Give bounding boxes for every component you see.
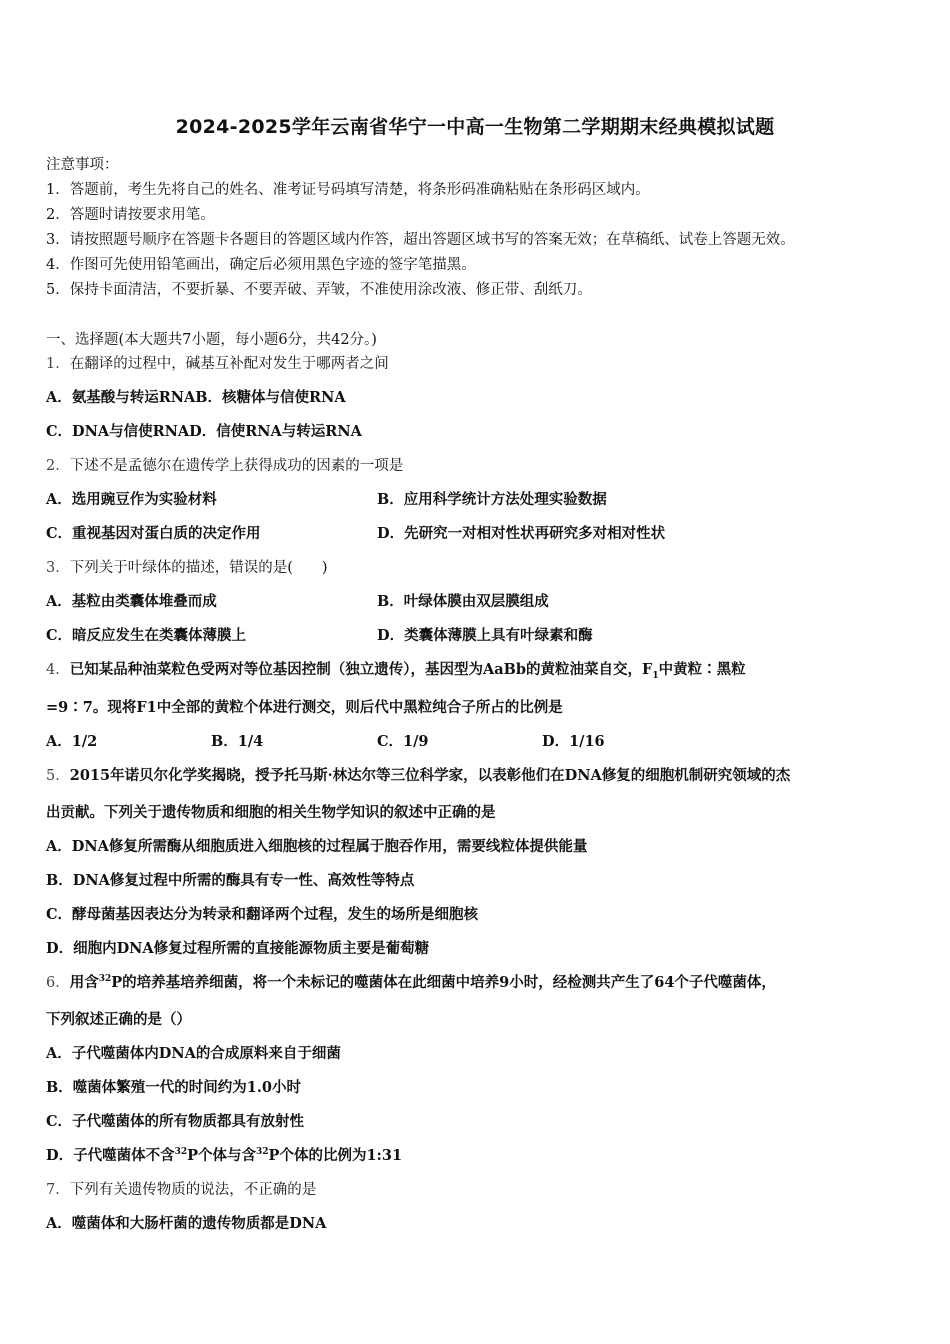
- question-4-stem-line2: =9∶7。现将F1中全部的黄粒个体进行测交，则后代中黑粒纯合子所占的比例是: [46, 699, 563, 716]
- option-d-text: P个体的比例为1:31: [268, 1147, 403, 1164]
- option-b: B．叶绿体膜由双层膜组成: [377, 593, 549, 610]
- option-a: A．基粒由类囊体堆叠而成: [46, 593, 217, 610]
- superscript: 32: [98, 974, 112, 985]
- section-heading: 一、选择题(本大题共7小题，每小题6分，共42分。): [46, 332, 377, 348]
- question-3-stem: [46, 556, 328, 577]
- superscript: 32: [256, 1147, 269, 1158]
- question-number: 7．: [46, 1182, 70, 1198]
- option-c: C．重视基因对蛋白质的决定作用: [46, 525, 261, 542]
- page-title: 2024-2025学年云南省华宁一中高一生物第二学期期末经典模拟试题: [175, 116, 775, 138]
- question-number: 1．: [46, 356, 70, 372]
- superscript: 32: [174, 1147, 188, 1158]
- question-number: 6．: [46, 975, 70, 991]
- question-5-stem: [46, 764, 790, 785]
- question-text-cont: 中黄粒∶黑粒: [658, 661, 746, 678]
- option-a: A．DNA修复所需酶从细胞质进入细胞核的过程属于胞吞作用，需要线粒体提供能量: [46, 838, 588, 855]
- question-6-stem-line2: 下列叙述正确的是（）: [46, 1011, 191, 1028]
- question-number: 4．: [46, 662, 70, 678]
- notice-item: 2．答题时请按要求用笔。: [46, 207, 215, 223]
- question-number: 3．: [46, 560, 70, 576]
- question-text-cont: P的培养基培养细菌，将一个未标记的噬菌体在此细菌中培养9小时，经检测共产生了64个子代噬菌体，: [111, 974, 776, 991]
- option-d: [46, 1144, 402, 1165]
- question-1-options-ab: A．氨基酸与转运RNAB．核糖体与信使RNA: [46, 389, 346, 406]
- notice-item: 1．答题前，考生先将自己的姓名、准考证号码填写清楚，将条形码准确粘贴在条形码区域内。: [46, 182, 650, 198]
- option-b: B．噬菌体繁殖一代的时间约为1.0小时: [46, 1079, 301, 1096]
- option-a: A．子代噬菌体内DNA的合成原料来自于细菌: [46, 1045, 341, 1062]
- question-text: 下列关于叶绿体的描述，错误的是( ): [69, 560, 328, 576]
- question-1-options-cd: C．DNA与信使RNAD．信使RNA与转运RNA: [46, 423, 362, 440]
- question-text: 下述不是孟德尔在遗传学上获得成功的因素的一项是: [69, 458, 404, 474]
- question-number: 5．: [46, 768, 70, 784]
- question-text: 2015年诺贝尔化学奖揭晓，授予托马斯·林达尔等三位科学家，以表彰他们在DNA修复的细胞机制研究领域的杰: [69, 767, 791, 784]
- question-4-stem: [46, 658, 746, 681]
- option-d: D．细胞内DNA修复过程所需的直接能源物质主要是葡萄糖: [46, 940, 430, 957]
- option-b: B．1/4: [211, 733, 264, 750]
- notice-item: 3．请按照题号顺序在答题卡各题目的答题区域内作答，超出答题区域书写的答案无效；在草稿纸、试卷上答题无效。: [46, 232, 795, 248]
- question-2-stem: [46, 454, 403, 475]
- option-b: B．DNA修复过程中所需的酶具有专一性、高效性等特点: [46, 872, 415, 889]
- question-number: 2．: [46, 458, 70, 474]
- notice-item: 5．保持卡面清洁，不要折暴、不要弄破、弄皱，不准使用涂改液、修正带、刮纸刀。: [46, 282, 592, 298]
- question-7-stem: [46, 1178, 316, 1199]
- option-b: B．应用科学统计方法处理实验数据: [377, 491, 607, 508]
- question-5-stem-line2: 出贡献。下列关于遗传物质和细胞的相关生物学知识的叙述中正确的是: [46, 804, 496, 821]
- notice-item: 4．作图可先使用铅笔画出，确定后必须用黑色字迹的签字笔描黑。: [46, 257, 476, 273]
- option-c: C．酵母菌基因表达分为转录和翻译两个过程，发生的场所是细胞核: [46, 906, 479, 923]
- option-d: D．1/16: [542, 733, 605, 750]
- option-d-text: P个体与含: [187, 1147, 257, 1164]
- option-c: C．子代噬菌体的所有物质都具有放射性: [46, 1113, 305, 1130]
- option-a: A．选用豌豆作为实验材料: [46, 491, 217, 508]
- option-c: C．1/9: [377, 733, 429, 750]
- question-text: 已知某品种油菜粒色受两对等位基因控制（独立遗传），基因型为AaBb的黄粒油菜自交，F: [69, 661, 653, 678]
- subscript: 1: [652, 670, 659, 681]
- option-a: A．1/2: [46, 733, 98, 750]
- notice-heading: 注意事项：: [46, 157, 119, 173]
- option-d-text: D．子代噬菌体不含: [46, 1147, 175, 1164]
- option-d: D．类囊体薄膜上具有叶绿素和酶: [377, 627, 593, 644]
- option-d: D．先研究一对相对性状再研究多对相对性状: [377, 525, 666, 542]
- question-6-stem: [46, 971, 776, 992]
- question-1-stem: [46, 352, 389, 373]
- option-c: C．暗反应发生在类囊体薄膜上: [46, 627, 247, 644]
- question-text: 下列有关遗传物质的说法，不正确的是: [69, 1182, 317, 1198]
- question-text: 在翻译的过程中，碱基互补配对发生于哪两者之间: [69, 356, 389, 372]
- option-a: A．噬菌体和大肠杆菌的遗传物质都是DNA: [46, 1215, 327, 1232]
- question-text: 用含: [69, 974, 99, 991]
